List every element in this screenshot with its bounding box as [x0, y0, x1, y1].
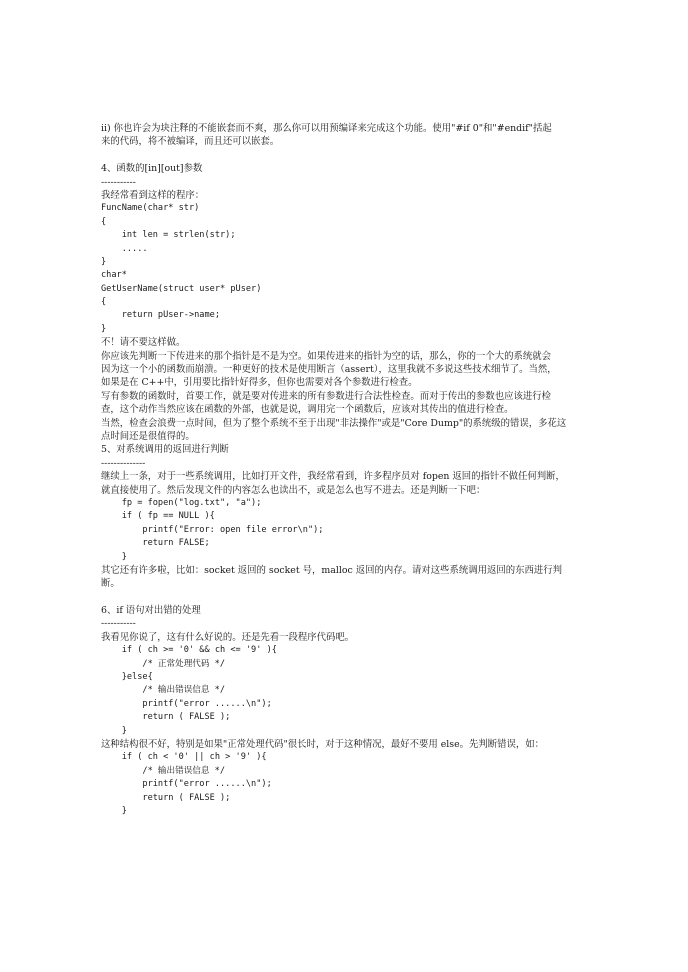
paragraph-line: 断。 [101, 578, 120, 590]
body-text: 不！请不要这样做。 [101, 337, 186, 349]
code-line: }else{ [101, 672, 153, 683]
code-line: printf("error ......\n"); [101, 698, 272, 709]
paragraph-line: 写有参数的函数时，首要工作，就是要对传进来的所有参数进行合法性检查。而对于传出的参数也应该进行检 [101, 390, 552, 402]
paragraph-line: 点时间还是很值得的。 [101, 430, 195, 442]
code-line: /* 输出错误信息 */ [101, 765, 225, 776]
code-line: return pUser->name; [101, 310, 220, 321]
code-line: if ( ch < '0' || ch > '9' ){ [101, 752, 267, 763]
body-text: 我看见你说了，这有什么好说的。还是先看一段程序代码吧。 [101, 631, 355, 643]
code-line: { [101, 297, 107, 308]
body-text: 这种结构很不好，特别是如果"正常处理代码"很长时，对于这种情况，最好不要用 else。先判断错误，如： [101, 738, 545, 750]
section-rule: -------------- [101, 457, 146, 469]
body-text: 我经常看到这样的程序： [101, 189, 205, 201]
section-rule: ----------- [101, 176, 136, 188]
code-line: } [101, 323, 107, 334]
code-line: char* [101, 270, 127, 281]
code-line: printf("Error: open file error\n"); [101, 524, 324, 535]
code-line: } [101, 805, 127, 816]
section-rule: ----------- [101, 618, 136, 630]
code-line: return ( FALSE ); [101, 792, 231, 803]
code-line: } [101, 256, 107, 267]
section-heading: 6、if 语句对出错的处理 [101, 605, 201, 617]
code-line: /* 正常处理代码 */ [101, 658, 225, 669]
code-line: } [101, 551, 127, 562]
code-line: ..... [101, 243, 148, 254]
code-line: return ( FALSE ); [101, 712, 231, 723]
code-line: if ( ch >= '0' && ch <= '9' ){ [101, 645, 277, 656]
paragraph-line: 当然，检查会浪费一点时间，但为了整个系统不至于出现"非法操作"或是"Core Dump"的系统级的错误，多花这 [101, 417, 567, 429]
paragraph-line: 如果是在 C++中，引用要比指针好得多，但你也需要对各个参数进行检查。 [101, 377, 418, 389]
document-body [101, 122, 591, 818]
code-line: printf("error ......\n"); [101, 779, 272, 790]
paragraph-line: 继续上一条，对于一些系统调用，比如打开文件，我经常看到，许多程序员对 fopen 返回的指针不做任何判断， [101, 471, 565, 483]
intro-line: 来的代码，将不被编译，而且还可以嵌套。 [101, 136, 280, 148]
paragraph-line: 你应该先判断一下传进来的那个指针是不是为空。如果传进来的指针为空的话，那么，你的一个大的系统就会 [101, 350, 552, 362]
intro-line: ii) 你也许会为块注释的不能嵌套而不爽，那么你可以用预编译来完成这个功能。使用"#if 0"和"#endif"括起 [101, 123, 552, 134]
spacer [101, 149, 591, 162]
paragraph-line: 其它还有许多啦，比如：socket 返回的 socket 号，malloc 返回的内存。请对这些系统调用返回的东西进行判 [101, 564, 562, 576]
paragraph-line: 查，这个动作当然应该在函数的外部，也就是说，调用完一个函数后，应该对其传出的值进行检查。 [101, 404, 514, 416]
code-line: return FALSE; [101, 538, 210, 549]
paragraph-line: 就直接使用了。然后发现文件的内容怎么也读出不，或是怎么也写不进去。还是判断一下吧： [101, 484, 486, 496]
code-line: if ( fp == NULL ){ [101, 511, 215, 522]
code-line: /* 输出错误信息 */ [101, 685, 225, 696]
section-heading: 4、函数的[in][out]参数 [101, 163, 203, 175]
spacer [101, 591, 591, 604]
code-line: fp = fopen("log.txt", "a"); [101, 497, 262, 508]
code-line: int len = strlen(str); [101, 230, 236, 241]
code-line: } [101, 725, 127, 736]
section-heading: 5、对系统调用的返回进行判断 [101, 444, 229, 456]
code-line: GetUserName(struct user* pUser) [101, 283, 262, 294]
paragraph-line: 因为这一个小的函数而崩溃。一种更好的技术是使用断言（assert），这里我就不多说这些技术细节了。当然， [101, 364, 557, 376]
code-line: FuncName(char* str) [101, 203, 200, 214]
code-line: { [101, 216, 107, 227]
